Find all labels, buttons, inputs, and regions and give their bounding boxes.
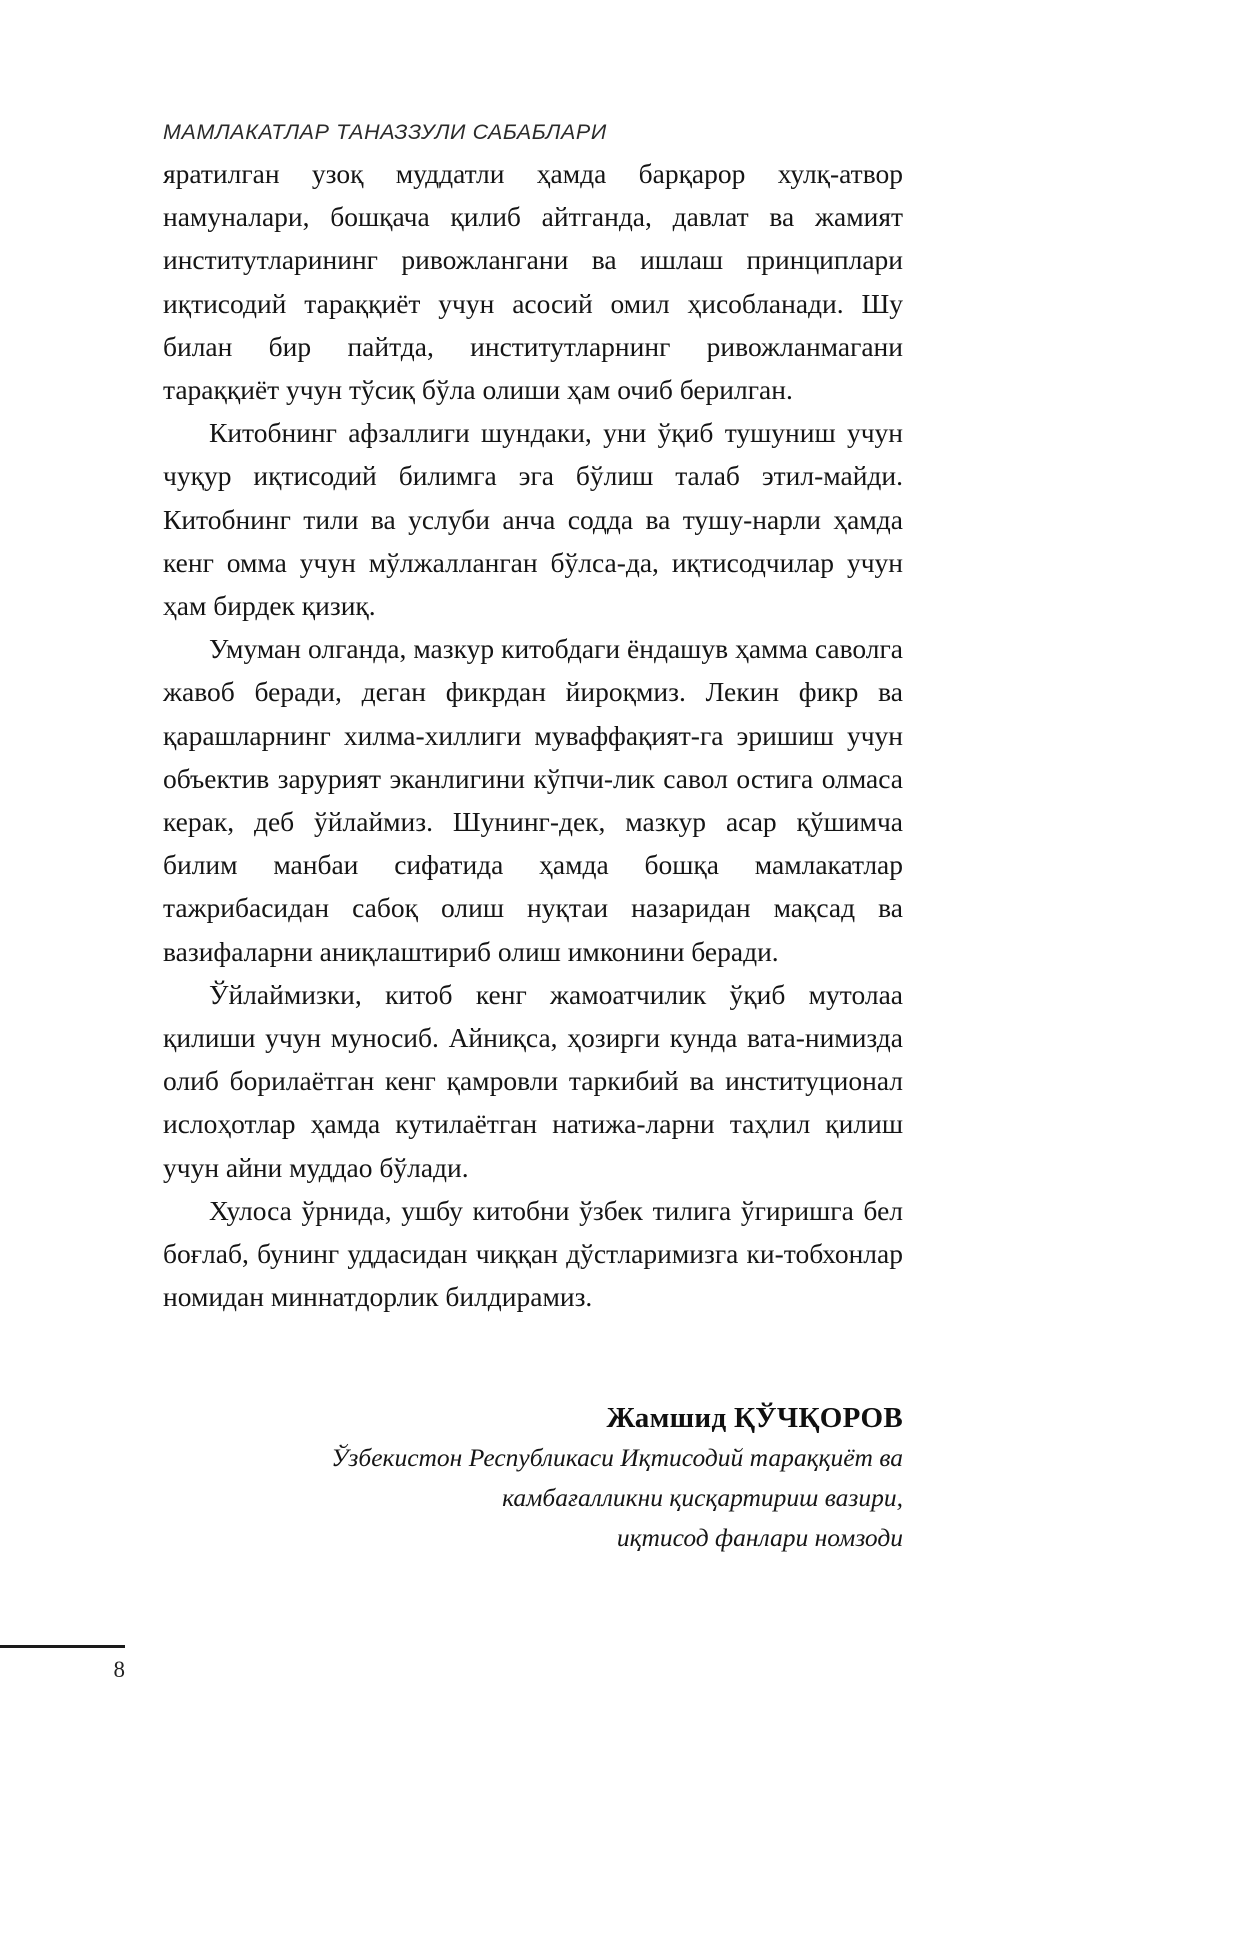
page-number: 8 — [113, 1657, 125, 1682]
signature-title-line-1: Ўзбекистон Республикаси Иқтисодий тараққиёт ва — [331, 1443, 903, 1472]
signature-name: Жамшид ҚЎЧҚОРОВ — [606, 1402, 903, 1434]
paragraph-3: Умуман олганда, мазкур китобдаги ёндашув ҳамма саволга жавоб беради, деган фикрдан йироқмиз. Лекин фикр ва қарашларнинг хилма-хиллиги муваффақият-га эришиш учун объектив зарурият эканлигини кўпчи-лик савол остига олмаса керак, деб ўйлаймиз. Шунинг-дек, мазкур асар қўшимча билим манбаи сифатида ҳамда бошқа мамлакатлар тажрибасидан сабоқ олиш нуқтаи назаридан мақсад ва вазифаларни аниқлаштириб олиш имконини беради. — [163, 633, 903, 967]
running-header: МАМЛАКАТЛАР ТАНАЗЗУЛИ САБАБЛАРИ — [163, 120, 607, 144]
signature-block — [163, 1398, 903, 1558]
paragraph-4: Ўйлаймизки, китоб кенг жамоатчилик ўқиб мутолаа қилиши учун муносиб. Айниқса, ҳозирги кунда вата-нимизда олиб борилаётган кенг қамровли таркибий ва институционал ислоҳотлар ҳамда кутилаётган натижа-ларни таҳлил қилиш учун айни муддао бўлади. — [163, 978, 903, 1183]
signature-title-line-2: камбағалликни қисқартириш вазири, — [502, 1483, 903, 1512]
signature-title-line-3: иқтисод фанлари номзоди — [616, 1523, 903, 1552]
paragraph-1: яратилган узоқ муддатли ҳамда барқарор хулқ-атвор намуналари, бошқача қилиб айтганда, давлат ва жамият институтларининг ривожлангани ва ишлаш принциплари иқтисодий тараққиёт учун асосий омил ҳисобланади. Шу билан бир пайтда, институтларнинг ривожланмагани тараққиёт учун тўсиқ бўла олиши ҳам очиб берилган. — [163, 158, 903, 406]
footer-divider-rule — [0, 1645, 125, 1648]
paragraph-5: Хулоса ўрнида, ушбу китобни ўзбек тилига ўгиришга бел боғлаб, бунинг уддасидан чиққан дўстларимизга ки-тобхонлар номидан миннатдорлик билдирамиз. — [163, 1194, 903, 1313]
paragraph-2: Китобнинг афзаллиги шундаки, уни ўқиб тушуниш учун чуқур иқтисодий билимга эга бўлиш талаб этил-майди. Китобнинг тили ва услуби анча содда ва тушу-нарли ҳамда кенг омма учун мўлжалланган бўлса-да, иқтисодчилар учун ҳам бирдек қизиқ. — [163, 417, 903, 622]
body-text-column — [163, 152, 903, 1318]
